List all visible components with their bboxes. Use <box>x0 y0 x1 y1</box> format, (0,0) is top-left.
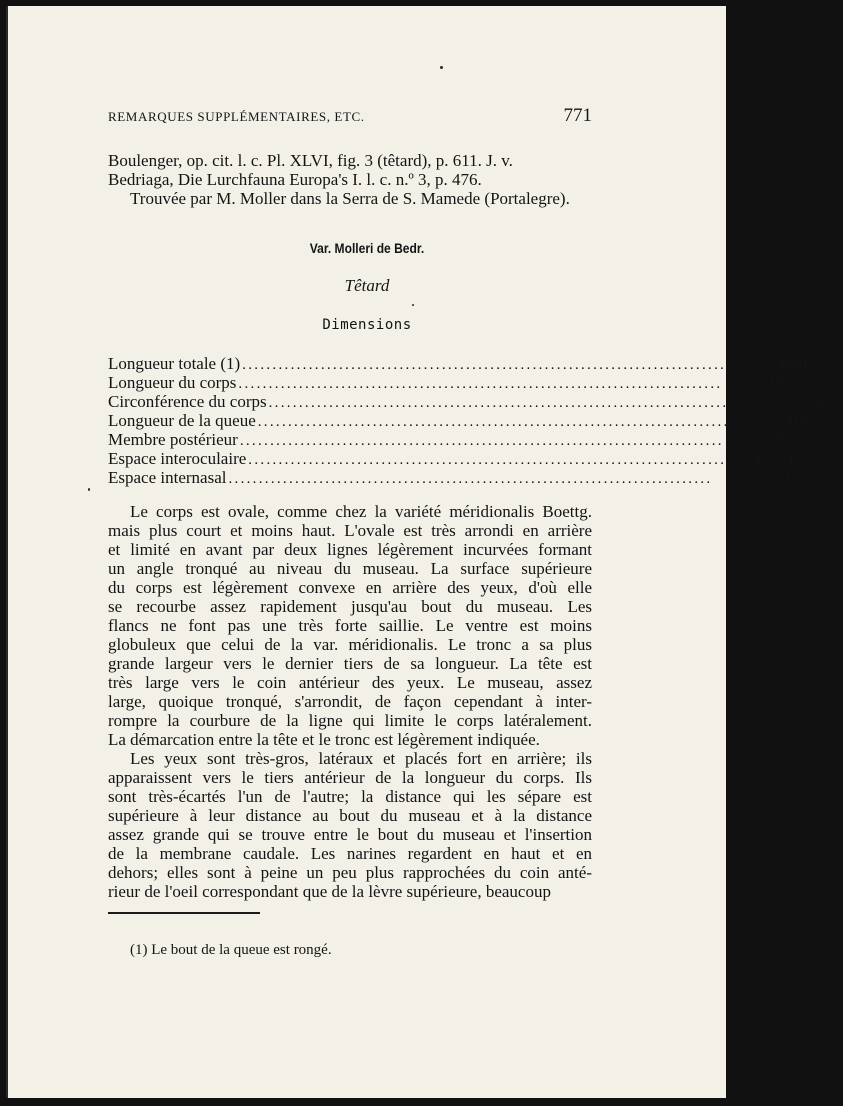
text-line: supérieure à leur distance au bout du museau et à la distance <box>108 806 592 825</box>
text-line: Les yeux sont très-gros, latéraux et placés fort en arrière; ils <box>130 749 592 768</box>
dimension-row <box>108 392 843 411</box>
dimension-label: Longueur du corps <box>108 373 237 392</box>
dot-leader: ................................................................................ <box>239 433 724 449</box>
dimension-value: 26 » <box>812 392 843 411</box>
text-line: de la membrane caudale. Les narines regardent en haut et en <box>108 844 592 863</box>
dimension-label: Circonférence du corps <box>108 392 267 411</box>
text-line: très large vers le coin antérieur des yeux. Le museau, assez <box>108 673 592 692</box>
text-line: Le corps est ovale, comme chez la variété méridionalis Boettg. <box>130 502 592 521</box>
book-page <box>6 6 843 1098</box>
dimension-row <box>108 373 813 392</box>
text-line: et limité en avant par deux lignes légèrement incurvées formant <box>108 540 592 559</box>
text-line: se recourbe assez rapidement jusqu'au bout du museau. Les <box>108 597 592 616</box>
text-line: du corps est légèrement convexe en arrière des yeux, d'où elle <box>108 578 592 597</box>
dimension-label: Longueur totale (1) <box>108 354 241 373</box>
dimension-value: 3 » <box>781 468 803 487</box>
text-line: apparaissent vers le tiers antérieur de la longueur du corps. Ils <box>108 768 592 787</box>
running-title: REMARQUES SUPPLÉMENTAIRES, ETC. <box>108 109 365 124</box>
text-line: globuleux que celui de la var. méridionalis. Le tronc a sa plus <box>108 635 592 654</box>
text-line: assez grande qui se trouve entre le bout du museau et l'insertion <box>108 825 592 844</box>
dimension-label: Espace interoculaire <box>108 449 247 468</box>
footnote: (1) Le bout de la queue est rongé. <box>130 942 332 958</box>
locality-line: Trouvée par M. Moller dans la Serra de S. Mamede (Portalegre). <box>130 189 570 208</box>
dimension-label: Espace internasal <box>108 468 227 487</box>
dimension-label: Longueur de la queue <box>108 411 256 430</box>
text-line: un angle tronqué au niveau du museau. La surface supérieure <box>108 559 592 578</box>
dot-leader: ................................................................................ <box>242 357 727 373</box>
paragraph-body <box>108 502 592 749</box>
text-line: flancs ne font pas une très forte saillie. Le ventre est moins <box>108 616 592 635</box>
text-line: sont très-écartés l'un de l'autre; la distance qui les sépare est <box>108 787 592 806</box>
dimensions-table <box>108 354 843 487</box>
dimension-value: 15¹/₂ » <box>766 373 813 392</box>
paragraph-eyes <box>108 749 592 901</box>
dimension-value: 34mm. <box>768 354 817 373</box>
text-line: large, quoique tronqué, s'arrondit, de façon cependant à inter- <box>108 692 592 711</box>
variety-title: Var. Molleri de Bedr. <box>309 240 425 256</box>
dimension-value: 4¹/₄–4¹/₂ » <box>752 449 823 468</box>
running-header <box>108 105 592 127</box>
dot-leader: ................................................................................ <box>257 414 742 430</box>
text-line: grande largeur vers le dernier tiers de sa longueur. La tête est <box>108 654 592 673</box>
dot-leader: ................................................................................ <box>268 395 753 411</box>
dot-leader: ................................................................................ <box>238 376 723 392</box>
print-speck <box>88 488 90 491</box>
reference-line: Bedriaga, Die Lurchfauna Europa's I. l. c. n.º 3, p. 476. <box>108 170 482 189</box>
subtitle: Têtard <box>344 276 390 295</box>
page-number: 771 <box>563 105 592 126</box>
print-speck <box>412 304 414 306</box>
text-line: La démarcation entre la tête et le tronc est légèrement indiquée. <box>108 730 540 749</box>
text-line: rompre la courbure de la ligne qui limite le corps latéralement. <box>108 711 592 730</box>
dimension-row <box>108 449 823 468</box>
dot-leader: ................................................................................ <box>228 471 713 487</box>
dimension-label: Membre postérieur <box>108 430 238 449</box>
text-line: rieur de l'oeil correspondant que de la lèvre supérieure, beaucoup <box>108 882 551 901</box>
reference-line: Boulenger, op. cit. l. c. Pl. XLVI, fig. 3 (têtard), p. 611. J. v. <box>108 151 513 170</box>
dimension-row <box>108 354 817 373</box>
text-line: dehors; elles sont à peine un peu plus rapprochées du coin anté- <box>108 863 592 882</box>
dimension-value: 18¹/₂ » <box>786 411 832 430</box>
footnote-rule <box>108 912 260 914</box>
dimension-row <box>108 411 832 430</box>
dimension-row <box>108 430 814 449</box>
dot-leader: ................................................................................ <box>248 452 733 468</box>
dimension-value: 10¹/₂ » <box>768 430 814 449</box>
print-speck <box>440 66 443 69</box>
dimension-row <box>108 468 803 487</box>
text-line: mais plus court et moins haut. L'ovale est très arrondi en arrière <box>108 521 592 540</box>
section-heading: Dimensions <box>322 317 412 333</box>
